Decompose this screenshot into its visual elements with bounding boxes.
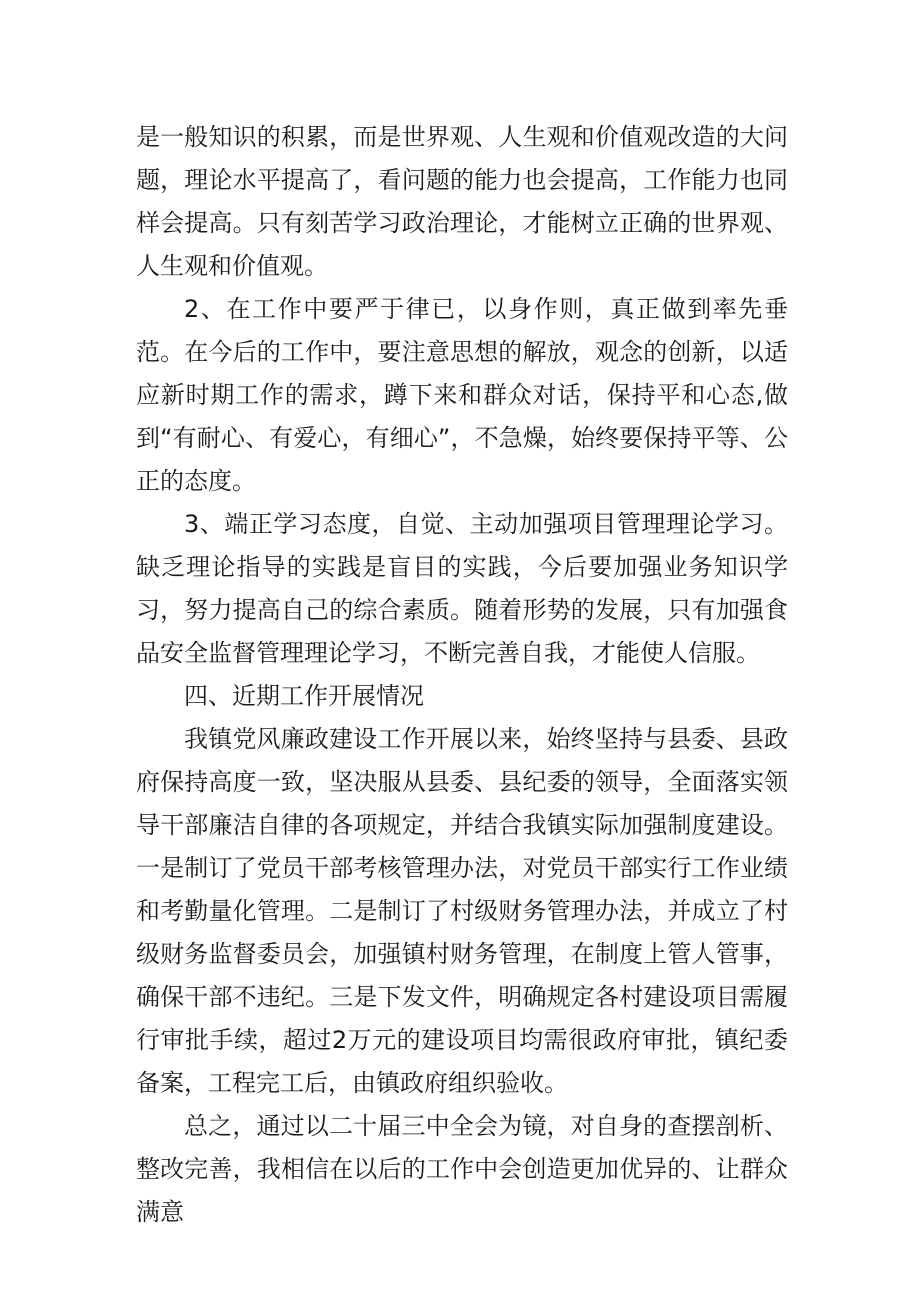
document-body: [136, 116, 788, 1234]
paragraph-5: 我镇党风廉政建设工作开展以来，始终坚持与县委、县政府保持高度一致，坚决服从县委、县纪委的领导，全面落实领导干部廉洁自律的各项规定，并结合我镇实际加强制度建设。一是制订了党员干部考核管理办法，对党员干部实行工作业绩和考勤量化管理。二是制订了村级财务管理办法，并成立了村级财务监督委员会，加强镇村财务管理，在制度上管人管事，确保干部不违纪。三是下发文件，明确规定各村建设项目需履行审批手续，超过2万元的建设项目均需很政府审批，镇纪委备案，工程完工后，由镇政府组织验收。: [136, 725, 788, 1097]
paragraph-3: 3、端正学习态度，自觉、主动加强项目管理理论学习。缺乏理论指导的实践是盲目的实践，今后要加强业务知识学习，努力提高自己的综合素质。随着形势的发展，只有加强食品安全监督管理理论学习，不断完善自我，才能使人信服。: [136, 510, 788, 667]
paragraph-1: 是一般知识的积累，而是世界观、人生观和价值观改造的大问题，理论水平提高了，看问题的能力也会提高，工作能力也同样会提高。只有刻苦学习政治理论，才能树立正确的世界观、人生观和价值观。: [136, 123, 788, 280]
paragraph-6: 总之，通过以二十届三中全会为镜，对自身的查摆剖析、整改完善，我相信在以后的工作中会创造更加优异的、让群众满意: [136, 1112, 788, 1226]
paragraph-2: 2、在工作中要严于律已，以身作则，真正做到率先垂范。在今后的工作中，要注意思想的解放，观念的创新，以适应新时期工作的需求，蹲下来和群众对话，保持平和心态,做到“有耐心、有爱心，有细心”，不急燥，始终要保持平等、公正的态度。: [136, 295, 788, 495]
section-heading: 四、近期工作开展情况: [184, 682, 424, 710]
